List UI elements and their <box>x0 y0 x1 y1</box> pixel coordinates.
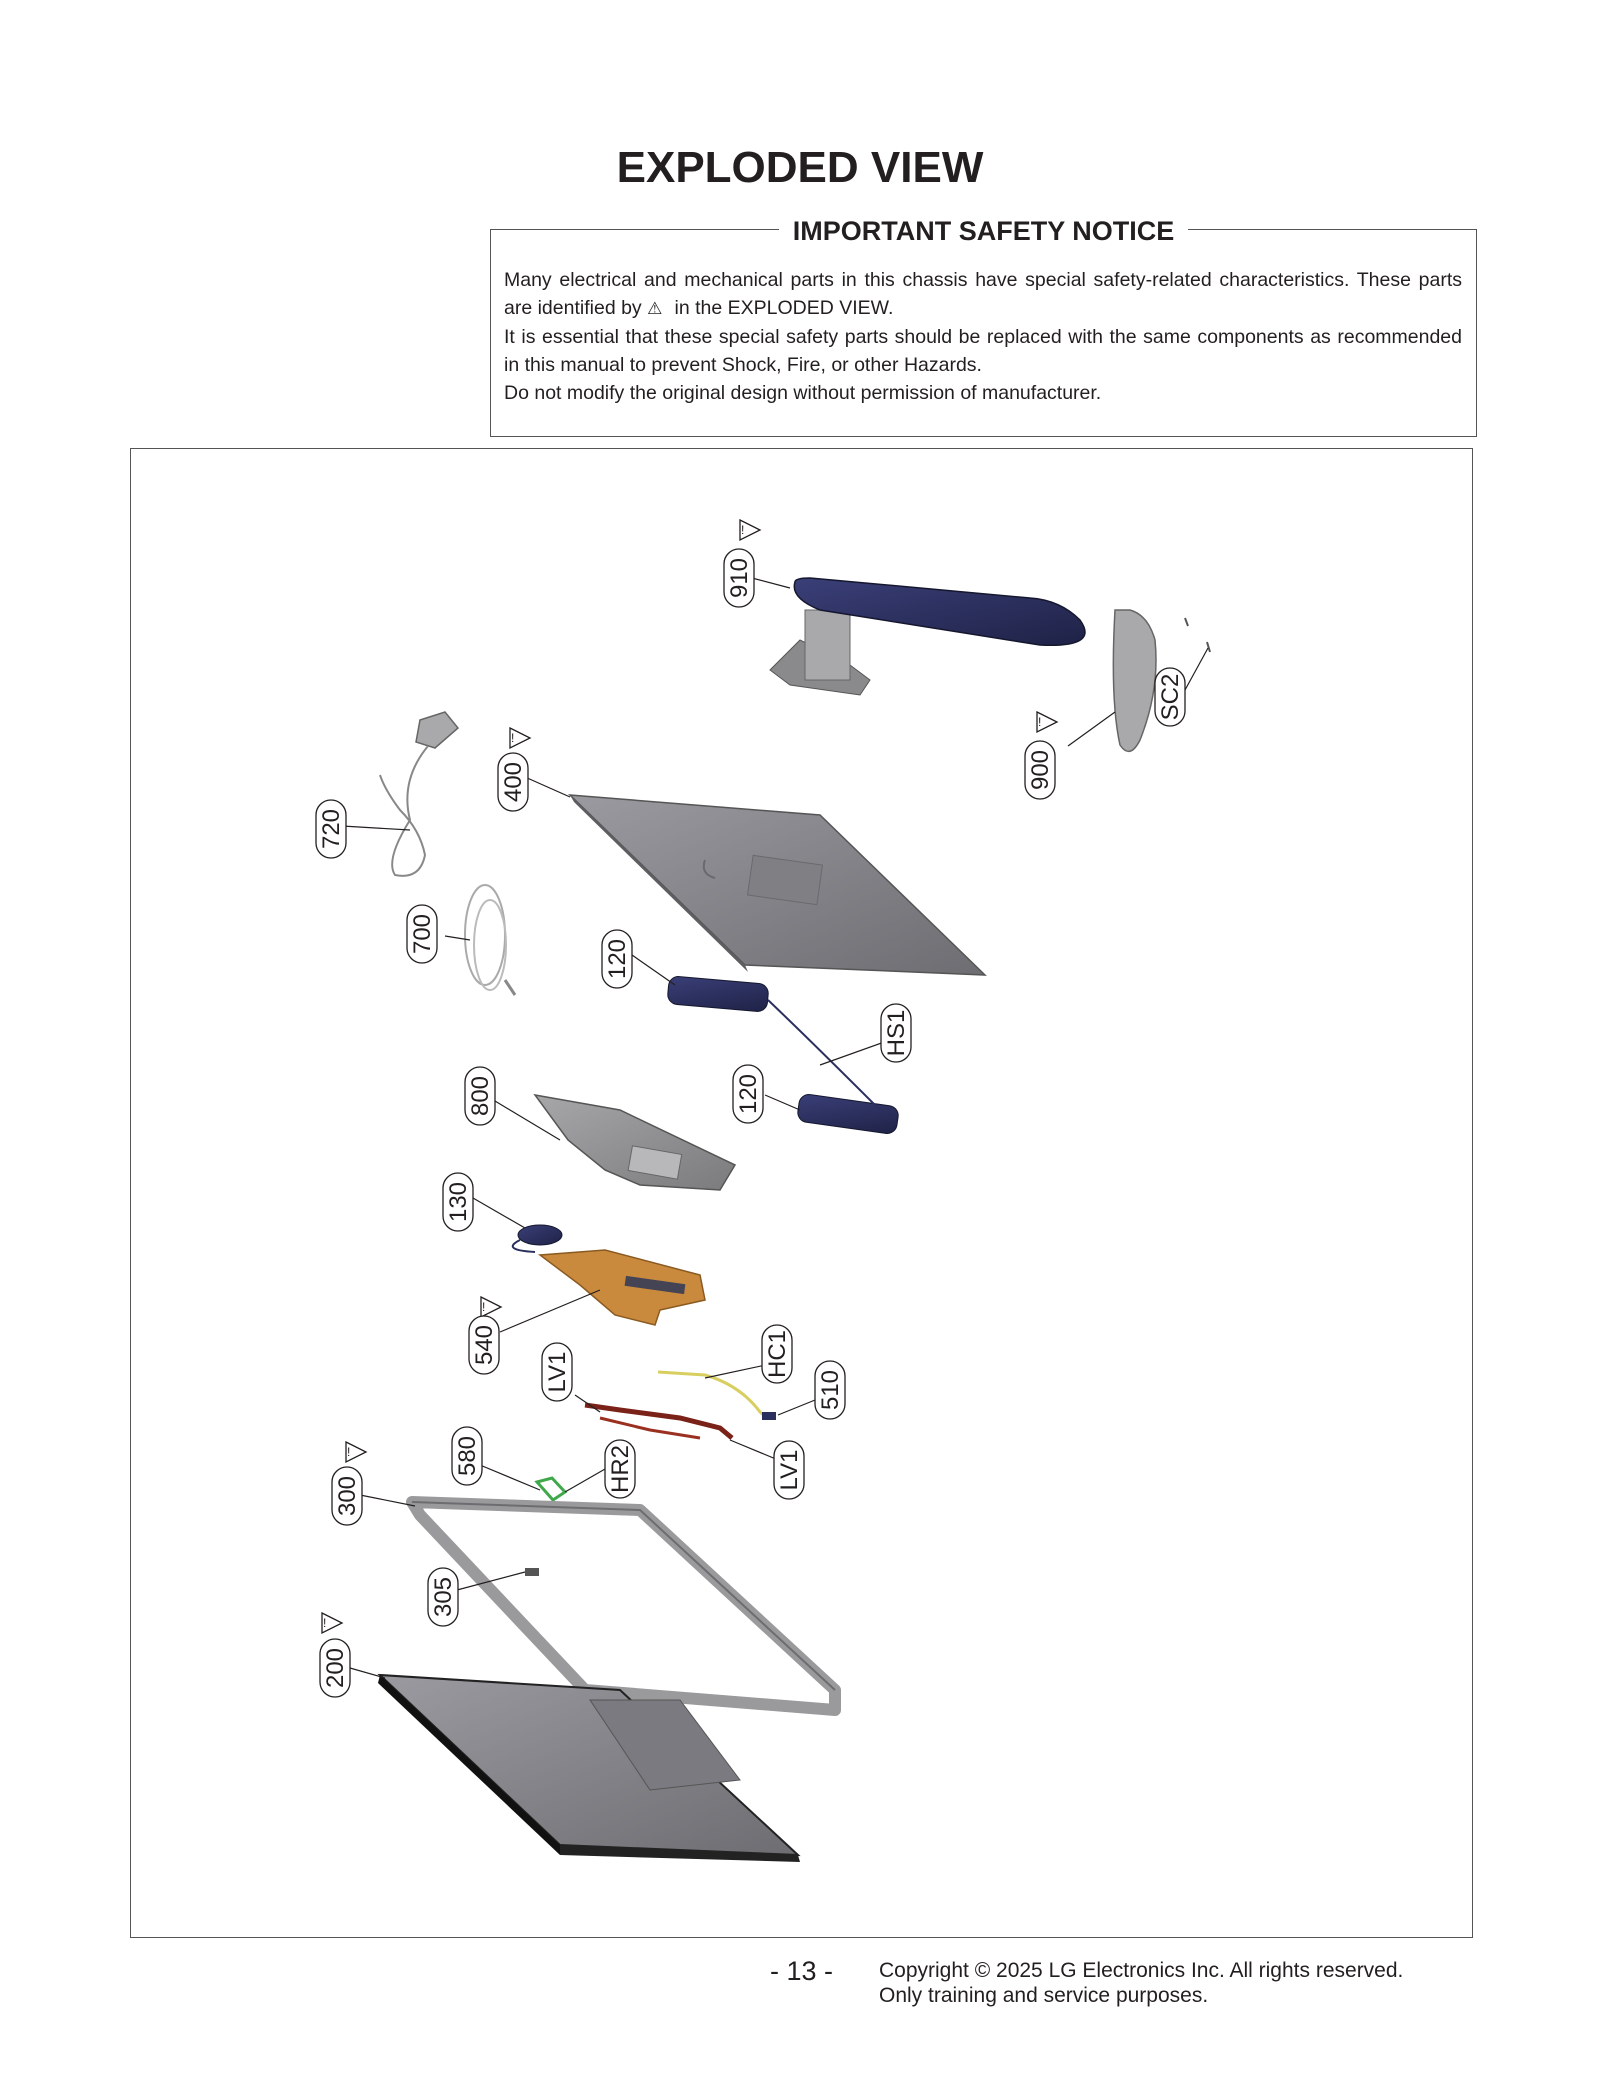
svg-text:!: ! <box>323 1616 327 1630</box>
leader-lines <box>342 578 1208 1678</box>
purpose-text: Only training and service purposes. <box>879 1984 1209 2007</box>
part-label-720 <box>316 800 346 858</box>
middle-frame-part <box>412 1502 835 1710</box>
warning-triangle-icon: ⚠ <box>647 299 663 318</box>
part-label-sc2 <box>1155 668 1185 726</box>
svg-text:HC1: HC1 <box>764 1329 791 1379</box>
green-part <box>537 1478 565 1500</box>
svg-text:540: 540 <box>471 1324 498 1366</box>
svg-text:SC2: SC2 <box>1157 673 1184 721</box>
stand-base-part <box>770 578 1085 695</box>
part-label-580 <box>452 1427 482 1485</box>
svg-text:120: 120 <box>735 1073 762 1115</box>
svg-text:510: 510 <box>817 1369 844 1411</box>
part-label-hs1 <box>881 1004 911 1062</box>
svg-text:910: 910 <box>726 557 753 599</box>
svg-text:!: ! <box>482 1300 486 1314</box>
warning-triangle-icon <box>322 1613 342 1633</box>
part-label-700 <box>407 905 437 963</box>
part-label-400 <box>498 753 528 811</box>
svg-text:HS1: HS1 <box>883 1009 910 1057</box>
svg-text:HR2: HR2 <box>607 1444 634 1494</box>
svg-text:580: 580 <box>454 1435 481 1477</box>
power-cord-part <box>465 885 515 995</box>
svg-text:!: ! <box>347 1445 351 1459</box>
svg-text:!: ! <box>511 731 515 745</box>
svg-text:120: 120 <box>604 938 631 980</box>
power-adapter-part <box>380 712 458 876</box>
warning-triangle-icon <box>481 1297 501 1317</box>
page-title: EXPLODED VIEW <box>616 143 984 192</box>
part-label-120-bottom <box>733 1065 763 1123</box>
warning-triangles <box>322 520 1057 1633</box>
svg-text:400: 400 <box>500 761 527 803</box>
svg-text:200: 200 <box>322 1647 349 1689</box>
copyright-block <box>879 1958 1403 2008</box>
svg-text:305: 305 <box>430 1576 457 1618</box>
notice-line1-after: in the EXPLODED VIEW. <box>674 297 894 319</box>
page-number: - 13 - <box>770 1956 834 1986</box>
copyright-text: Copyright © 2025 LG Electronics Inc. All rights reserved. <box>879 1959 1404 1982</box>
part-label-hc1 <box>762 1325 792 1383</box>
part-label-305 <box>428 1568 458 1626</box>
svg-text:!: ! <box>1038 715 1042 729</box>
warning-triangle-icon <box>740 520 760 540</box>
warning-triangle-icon <box>1037 712 1057 732</box>
part-label-900 <box>1025 741 1055 799</box>
main-board-part <box>513 1225 705 1325</box>
svg-text:LV1: LV1 <box>544 1351 571 1393</box>
part-label-300 <box>332 1467 362 1525</box>
part-label-120-top <box>602 930 632 988</box>
svg-text:700: 700 <box>409 913 436 955</box>
notice-line1-before: Many electrical and mechanical parts in this chassis have special safety-related characteristics. These parts are identified by <box>504 269 1462 319</box>
speaker-part <box>667 976 899 1135</box>
main-bracket-part <box>535 1095 735 1190</box>
part-label-540 <box>469 1316 499 1374</box>
warning-triangle-icon <box>510 728 530 748</box>
safety-notice-heading: IMPORTANT SAFETY NOTICE <box>779 216 1189 246</box>
svg-text:300: 300 <box>334 1475 361 1517</box>
part-label-130 <box>443 1173 473 1231</box>
part-label-800 <box>465 1067 495 1125</box>
svg-text:130: 130 <box>445 1181 472 1223</box>
svg-text:!: ! <box>741 523 745 537</box>
svg-text:800: 800 <box>467 1075 494 1117</box>
svg-text:LV1: LV1 <box>776 1449 803 1491</box>
svg-text:900: 900 <box>1027 749 1054 791</box>
part-label-200 <box>320 1639 350 1697</box>
part-label-910 <box>724 549 754 607</box>
part-label-510 <box>815 1361 845 1419</box>
part-label-lv1-left <box>542 1343 572 1401</box>
safety-notice-line3: Do not modify the original design without permission of manufacturer. <box>504 382 1102 404</box>
cables-part <box>585 1372 776 1438</box>
svg-text:720: 720 <box>318 808 345 850</box>
part-label-hr2 <box>605 1440 635 1498</box>
warning-triangle-icon <box>346 1442 366 1462</box>
part-label-lv1-right <box>774 1441 804 1499</box>
safety-notice-line2: It is essential that these special safety parts should be replaced with the same components as recommended in this manual to prevent Shock, Fire, or other Hazards. <box>504 326 1462 376</box>
